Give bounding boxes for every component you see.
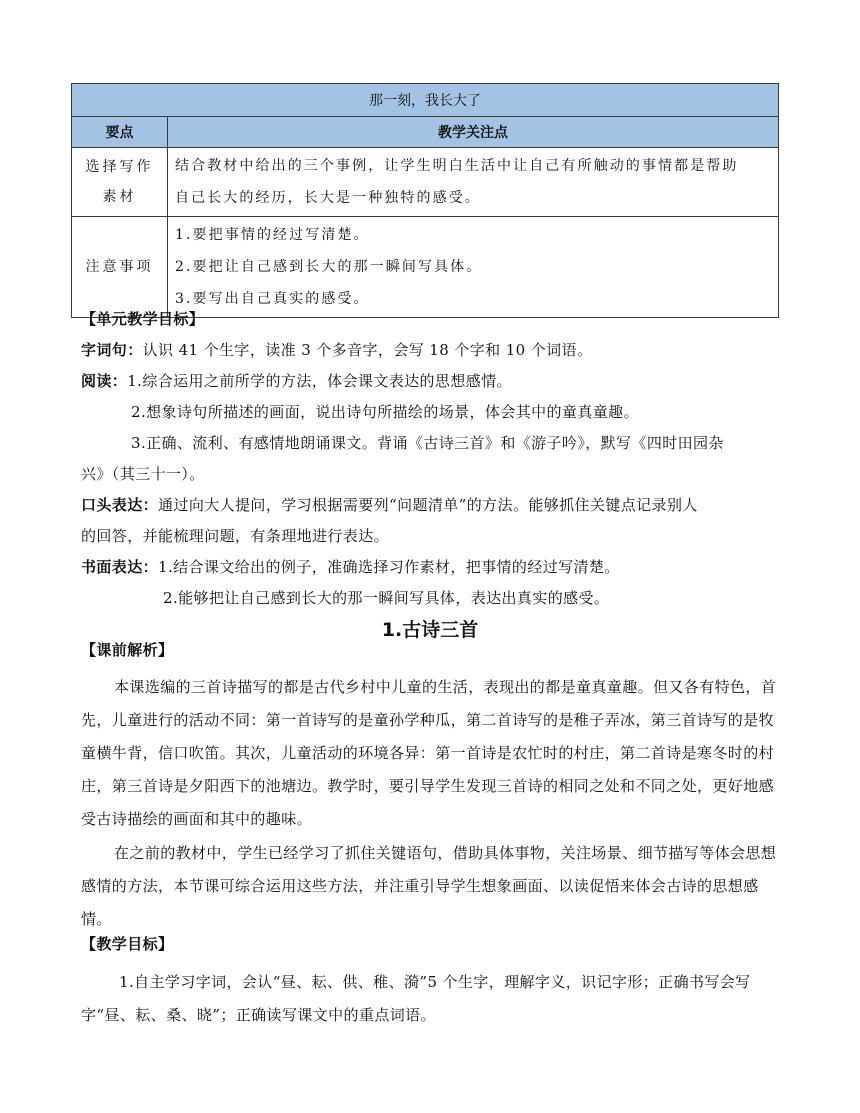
table-row bbox=[72, 148, 779, 217]
list-item: 2.要把让自己感到长大的那一瞬间写具体。 bbox=[175, 259, 483, 275]
oral-goal: 口头表达：通过向大人提问，学习根据需要列“问题清单”的方法。能够抓住关键点记录别人 bbox=[81, 496, 698, 514]
list-item: 3.要写出自己真实的感受。 bbox=[175, 291, 370, 307]
table-header-point: 要点 bbox=[72, 117, 168, 148]
words-goal: 字词句：认识 41 个生字，读准 3 个多音字，会写 18 个字和 10 个词语。 bbox=[81, 341, 593, 359]
lesson-title: 1.古诗三首 bbox=[381, 619, 479, 641]
unit-goals-heading: 【单元教学目标】 bbox=[81, 310, 205, 328]
reading-goal-3-cont: 兴》（其三十一）。 bbox=[81, 465, 205, 483]
analysis-heading: 【课前解析】 bbox=[81, 641, 174, 659]
oral-goal-cont: 的回答，并能梳理问题，有条理地进行表达。 bbox=[81, 527, 390, 545]
teaching-goals-section bbox=[81, 929, 781, 1032]
reading-goal: 阅读：1.综合运用之前所学的方法，体会课文表达的思想感情。 bbox=[81, 372, 512, 390]
row-text-material: 结合教材中给出的三个事例，让学生明白生活中让自己有所触动的事情都是帮助 自己长大的经历，长大是一种独特的感受。 bbox=[168, 148, 779, 217]
written-goal-2: 2.能够把让自己感到长大的那一瞬间写具体，表达出真实的感受。 bbox=[163, 589, 610, 607]
written-goal: 书面表达：1.结合课文给出的例子，准确选择习作素材，把事情的经过写清楚。 bbox=[81, 558, 620, 576]
reading-goal-3: 3.正确、流利、有感情地朗诵课文。背诵《古诗三首》和《游子吟》，默写《四时田园杂 bbox=[131, 434, 724, 452]
analysis-paragraph-1: 本课选编的三首诗描写的都是古代乡村中儿童的生活，表现出的都是童真童趣。但又各有特色，首先，儿童进行的活动不同：第一首诗写的是童孙学种瓜，第二首诗写的是稚子弄冰，第三首诗写的是牧童横牛背，信口吹笛。其次，儿童活动的环境各异：第一首诗是农忙时的村庄，第二首诗是寒冬时的村庄，第三首诗是夕阳西下的池塘边。教学时，要引导学生发现三首诗的相同之处和不同之处，更好地感受古诗描绘的画面和其中的趣味。 bbox=[81, 678, 777, 828]
list-item: 1.要把事情的经过写清楚。 bbox=[175, 227, 370, 243]
teaching-goal-1: 1.自主学习字词，会认“昼、耘、供、稚、漪”5 个生字，理解字义，识记字形；正确书写会写字“昼、耘、桑、晓”；正确读写课文中的重点词语。 bbox=[81, 973, 751, 1024]
teaching-goals-heading: 【教学目标】 bbox=[81, 935, 174, 953]
table-header-focus: 教学关注点 bbox=[168, 117, 779, 148]
reading-goal-2: 2.想象诗句所描述的画面，说出诗句所描绘的场景，体会其中的童真童趣。 bbox=[131, 403, 639, 421]
row-text-notes bbox=[168, 217, 779, 318]
writing-focus-table bbox=[71, 83, 779, 318]
analysis-section bbox=[81, 635, 781, 936]
row-label-material: 选择写作 素材 bbox=[72, 148, 168, 217]
analysis-paragraph-2: 在之前的教材中，学生已经学习了抓住关键语句，借助具体事物，关注场景、细节描写等体会思想感情的方法，本节课可综合运用这些方法，并注重引导学生想象画面、以读促悟来体会古诗的思想感情。 bbox=[81, 844, 777, 928]
table-row bbox=[72, 217, 779, 318]
row-label-notes: 注意事项 bbox=[72, 217, 168, 318]
table-title: 那一刻，我长大了 bbox=[72, 84, 779, 117]
unit-goals-section bbox=[81, 304, 781, 614]
